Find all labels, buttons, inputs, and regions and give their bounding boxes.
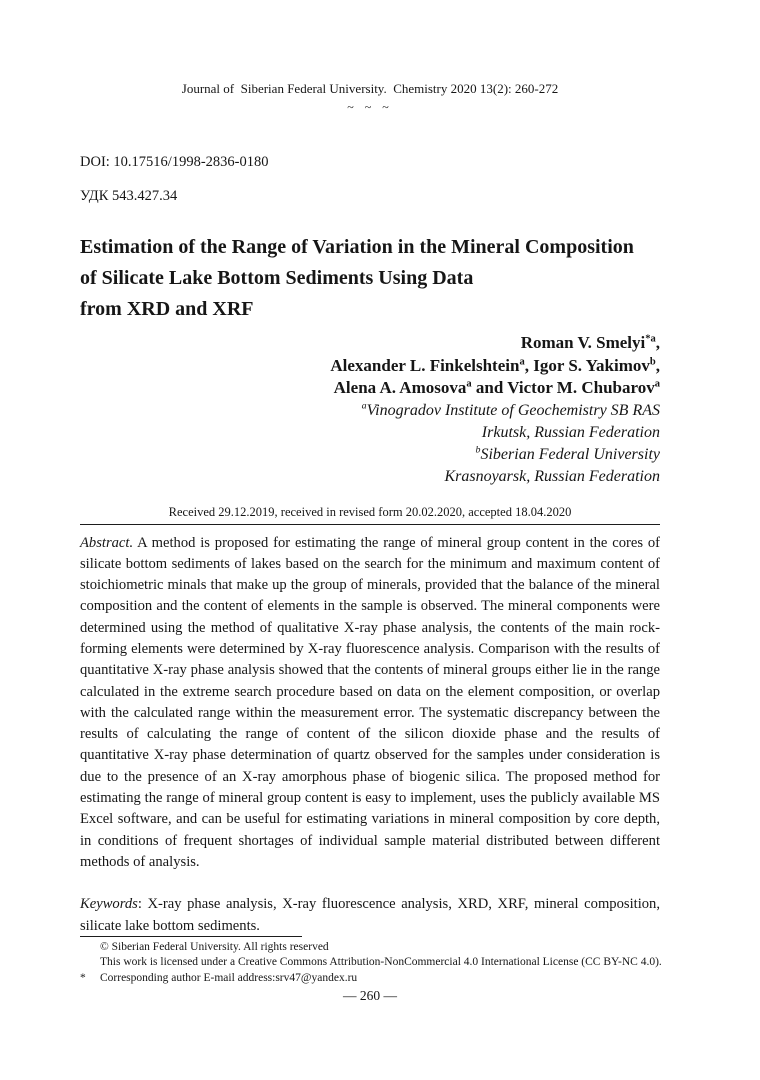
article-title <box>80 232 660 325</box>
journal-header: Journal of Siberian Federal University. Chemistry 2020 13(2): 260-272 <box>181 81 559 96</box>
corresponding-author-line <box>80 971 680 986</box>
abstract-top-rule <box>80 524 660 525</box>
abstract-text: A method is proposed for estimating the range of mineral group content in the cores of silicate bottom sediments of lakes based on the search for the minimum and maximum content of stoichiometric minals that make up the group of minerals, provided that the balance of the mineral composition and the content of elements in the sample is observed. The mineral components were determined using the method of qualitative X-ray phase analysis, the contents of the main rock-forming elements were determined by X-ray fluorescence analysis. Comparison with the results of quantitative X-ray phase analysis showed that the contents of mineral groups either lie in the range calculated in the extreme search procedure based on data on the element composition, or overlap with the calculated range within the measurement error. The systematic discrepancy between the results of calculating the range of content of the silicon dioxide phase and the results of quantitative X-ray phase determination of quartz observed for the samples under consideration is due to the presence of an X-ray amorphous phase of biogenic silica. The proposed method for estimating the range of mineral group content is easy to implement, uses the publicly available MS Excel software, and can be useful for estimating variations in mineral composition by core depth, in conditions of frequent shortages of individual sample material distributed between different methods of analysis. <box>80 534 660 870</box>
article-title-line2: of Silicate Lake Bottom Sediments Using Data <box>80 267 474 289</box>
affiliation-line-4: Krasnoyarsk, Russian Federation <box>444 467 660 485</box>
affiliations-block <box>80 400 660 488</box>
author-superscript: a <box>466 378 472 390</box>
corresponding-author-text: Corresponding author E-mail address:srv47@yandex.ru <box>100 971 358 984</box>
keywords-text: : X-ray phase analysis, X-ray fluorescence analysis, XRD, XRF, mineral composition, silicate lake bottom sediments. <box>80 896 660 934</box>
author-superscript: b <box>649 355 656 367</box>
tilde-separator: ~ ~ ~ <box>347 100 393 114</box>
article-title-line3: from XRD and XRF <box>80 298 254 320</box>
affiliation-line-2: Irkutsk, Russian Federation <box>481 423 660 441</box>
authors-block <box>80 332 660 488</box>
page-content <box>80 0 660 937</box>
keywords-label: Keywords <box>80 896 138 913</box>
author-line-3: Alena A. Amosova$^a$ and Victor M. Chubarov$^a$ <box>333 378 660 397</box>
abstract-paragraph <box>80 533 660 874</box>
author-line-1: Roman V. Smelyi$^{*a}$, <box>520 333 660 352</box>
udc-line: УДК 543.427.34 <box>80 188 178 204</box>
received-dates: Received 29.12.2019, received in revised form 20.02.2020, accepted 18.04.2020 <box>168 504 572 519</box>
author-superscript: a <box>519 355 525 367</box>
affiliation-superscript: a <box>361 400 367 412</box>
author-line-2: Alexander L. Finkelshtein$^a$, Igor S. Yakimov$^b$, <box>330 355 660 375</box>
footnote-block <box>80 936 680 986</box>
article-title-line1: Estimation of the Range of Variation in the Mineral Composition <box>80 236 634 258</box>
abstract-label: Abstract. <box>80 534 134 551</box>
asterisk-marker: * <box>80 971 86 984</box>
affiliation-superscript: b <box>475 444 481 456</box>
copyright-line: © Siberian Federal University. All rights reserved <box>100 941 329 953</box>
license-line: This work is licensed under a Creative Commons Attribution-NonCommercial 4.0 International License (CC BY-NC 4.0). <box>100 956 662 969</box>
doi-line: DOI: 10.17516/1998-2836-0180 <box>80 154 269 170</box>
keywords-paragraph <box>80 894 660 937</box>
author-superscript: *a <box>645 333 656 345</box>
affiliation-line-3: $^b$Siberian Federal University <box>475 444 660 463</box>
page-number: — 260 — <box>343 988 397 1003</box>
footnote-rule <box>80 936 302 937</box>
author-superscript: a <box>654 378 660 390</box>
affiliation-line-1: $^a$Vinogradov Institute of Geochemistry SB RAS <box>361 400 660 419</box>
